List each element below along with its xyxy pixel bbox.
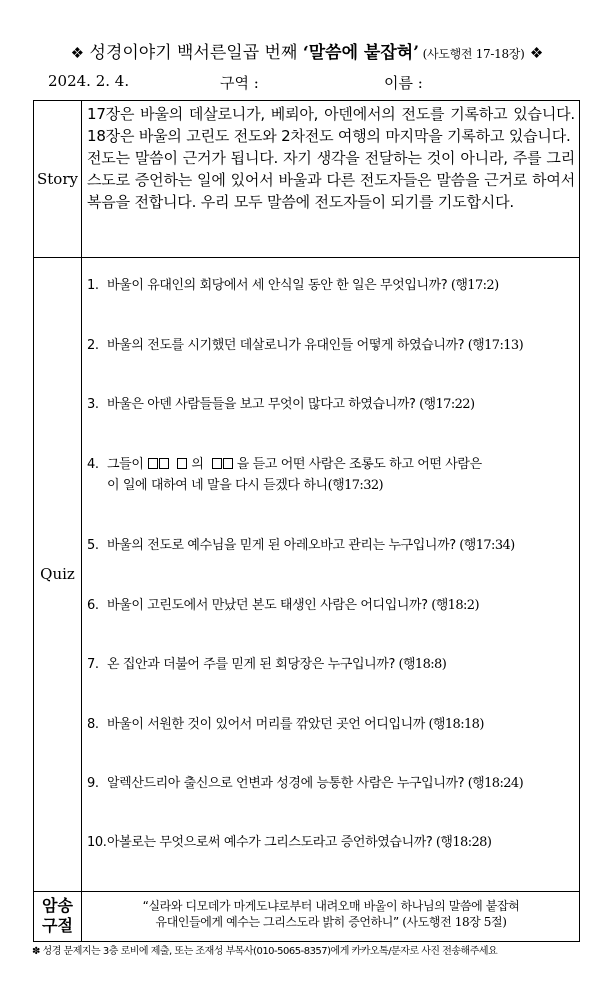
memory-verse-text: [87, 898, 575, 930]
quiz-number: 2.: [87, 338, 99, 353]
name-field[interactable]: 이름 :: [384, 74, 423, 92]
story-paragraph: 17장은 바울의 데살로니가, 베뢰아, 아덴에서의 전도를 기록하고 있습니다. 18장은 바울의 고린도 전도와 2차전도 여행의 마지막을 기록하고 있습니다.: [87, 105, 575, 145]
quiz-item: [87, 394, 577, 415]
area-field[interactable]: 구역 :: [220, 74, 259, 92]
quiz-reference: (행17:2): [447, 278, 499, 293]
quiz-item: [87, 535, 577, 556]
memory-label-line: 구절: [42, 916, 73, 935]
quiz-number: 10.: [87, 835, 107, 850]
story-paragraph: 전도는 말씀이 근거가 됩니다. 자기 생각을 전달하는 것이 아니라, 주를 그리스도로 증언하는 일에 있어서 바울과 다른 전도자들은 말씀을 근거로 하여서 복음을 전합니다. 우리 모두 말씀에 전도자들이 되기를 기도합시다.: [87, 149, 575, 211]
quiz-item: [87, 714, 577, 735]
quiz-question: 바울은 아덴 사람들들을 보고 무엇이 많다고 하였습니까?: [107, 397, 416, 412]
title-reference: (사도행전 17-18장): [419, 47, 525, 61]
info-row: [0, 72, 614, 94]
quiz-number: 1.: [87, 278, 99, 293]
quiz-question: 아볼로는 무엇으로써 예수가 그리스도라고 증언하였습니까?: [107, 835, 433, 850]
quiz-number: 4.: [87, 457, 99, 472]
quiz-question: 온 집안과 더불어 주를 믿게 된 회당장은 누구입니까?: [107, 657, 395, 672]
quiz-reference: (행18:24): [464, 776, 524, 791]
blank-box[interactable]: [147, 457, 169, 472]
memory-verse-line: “실라와 디모데가 마게도냐로부터 내려오매 바울이 하나님의 말씀에 붙잡혀: [142, 899, 520, 913]
quiz-reference: (행17:34): [455, 538, 515, 553]
quiz-reference: (행17:22): [415, 397, 475, 412]
quiz-item: [87, 454, 577, 496]
quiz-number: 5.: [87, 538, 99, 553]
quiz-question: 이 일에 대하여 네 말을 다시 듣겠다 하니: [107, 478, 328, 493]
quiz-number: 9.: [87, 776, 99, 791]
quiz-reference: (행17:32): [327, 478, 384, 493]
row-divider: [34, 891, 579, 892]
quiz-question: 바울이 서원한 것이 있어서 머리를 깎았던 곳언 어디입니까: [107, 717, 425, 732]
memory-label-line: 암송: [42, 896, 73, 915]
title-prefix: 성경이야기 백서른일곱 번째: [89, 43, 303, 63]
diamond-icon: ❖: [70, 44, 85, 62]
quiz-reference: (행18:8): [394, 657, 447, 672]
memory-verse-reference: (사도행전 18장 5절): [398, 915, 507, 929]
quiz-item: [87, 832, 577, 853]
page-title: [0, 38, 614, 63]
quiz-reference: (행18:28): [432, 835, 492, 850]
quiz-item: [87, 275, 577, 296]
memory-verse-label: [34, 891, 81, 941]
column-divider: [81, 101, 82, 941]
quiz-item: [87, 335, 577, 356]
quiz-item: [87, 654, 577, 675]
row-divider: [34, 257, 579, 258]
quiz-reference: (행18:18): [424, 717, 484, 732]
quiz-question: 알렉산드리아 출신으로 언변과 성경에 능통한 사람은 누구입니까?: [107, 776, 465, 791]
quiz-question: 바울이 고린도에서 만났던 본도 태생인 사람은 어디입니까?: [107, 598, 428, 613]
quiz-reference: (행18:2): [427, 598, 479, 613]
quiz-question: 의: [187, 457, 208, 472]
title-main: ‘말씀에 붙잡혀’: [302, 43, 420, 63]
footnote: ✽ 성경 문제지는 3층 로비에 제출, 또는 조재성 부목사(010-5065-8357)에게 카카오톡/문자로 사진 전송해주세요: [32, 946, 498, 957]
quiz-question: 바울이 유대인의 회당에서 세 안식일 동안 한 일은 무엇입니까?: [107, 278, 448, 293]
quiz-label: Quiz: [40, 565, 75, 583]
blank-box[interactable]: [211, 457, 233, 472]
quiz-question: 바울의 전도를 시기했던 데살로니가 유대인들 어떻게 하였습니까?: [107, 338, 465, 353]
quiz-reference: (행17:13): [464, 338, 524, 353]
blank-box[interactable]: [177, 457, 188, 472]
quiz-question: 바울의 전도로 예수님을 믿게 된 아레오바고 관리는 누구입니까?: [107, 538, 456, 553]
memory-verse-line: 유대인들에게 예수는 그리스도라 밝히 증언하니” (사도행전 18장 5절): [155, 915, 507, 929]
quiz-number: 6.: [87, 598, 99, 613]
quiz-item: [87, 773, 577, 794]
quiz-number: 7.: [87, 657, 99, 672]
quiz-question: 그들이: [107, 457, 148, 472]
quiz-number: 8.: [87, 717, 99, 732]
story-label: Story: [37, 170, 78, 188]
story-text: [87, 103, 575, 213]
quiz-question: 을 듣고 어떤 사람은 조롱도 하고 어떤 사람은: [233, 457, 482, 472]
diamond-icon: ❖: [529, 44, 544, 62]
quiz-number: 3.: [87, 397, 99, 412]
quiz-item: [87, 595, 577, 616]
worksheet-table: [33, 100, 580, 942]
date-text: 2024. 2. 4.: [48, 72, 130, 90]
